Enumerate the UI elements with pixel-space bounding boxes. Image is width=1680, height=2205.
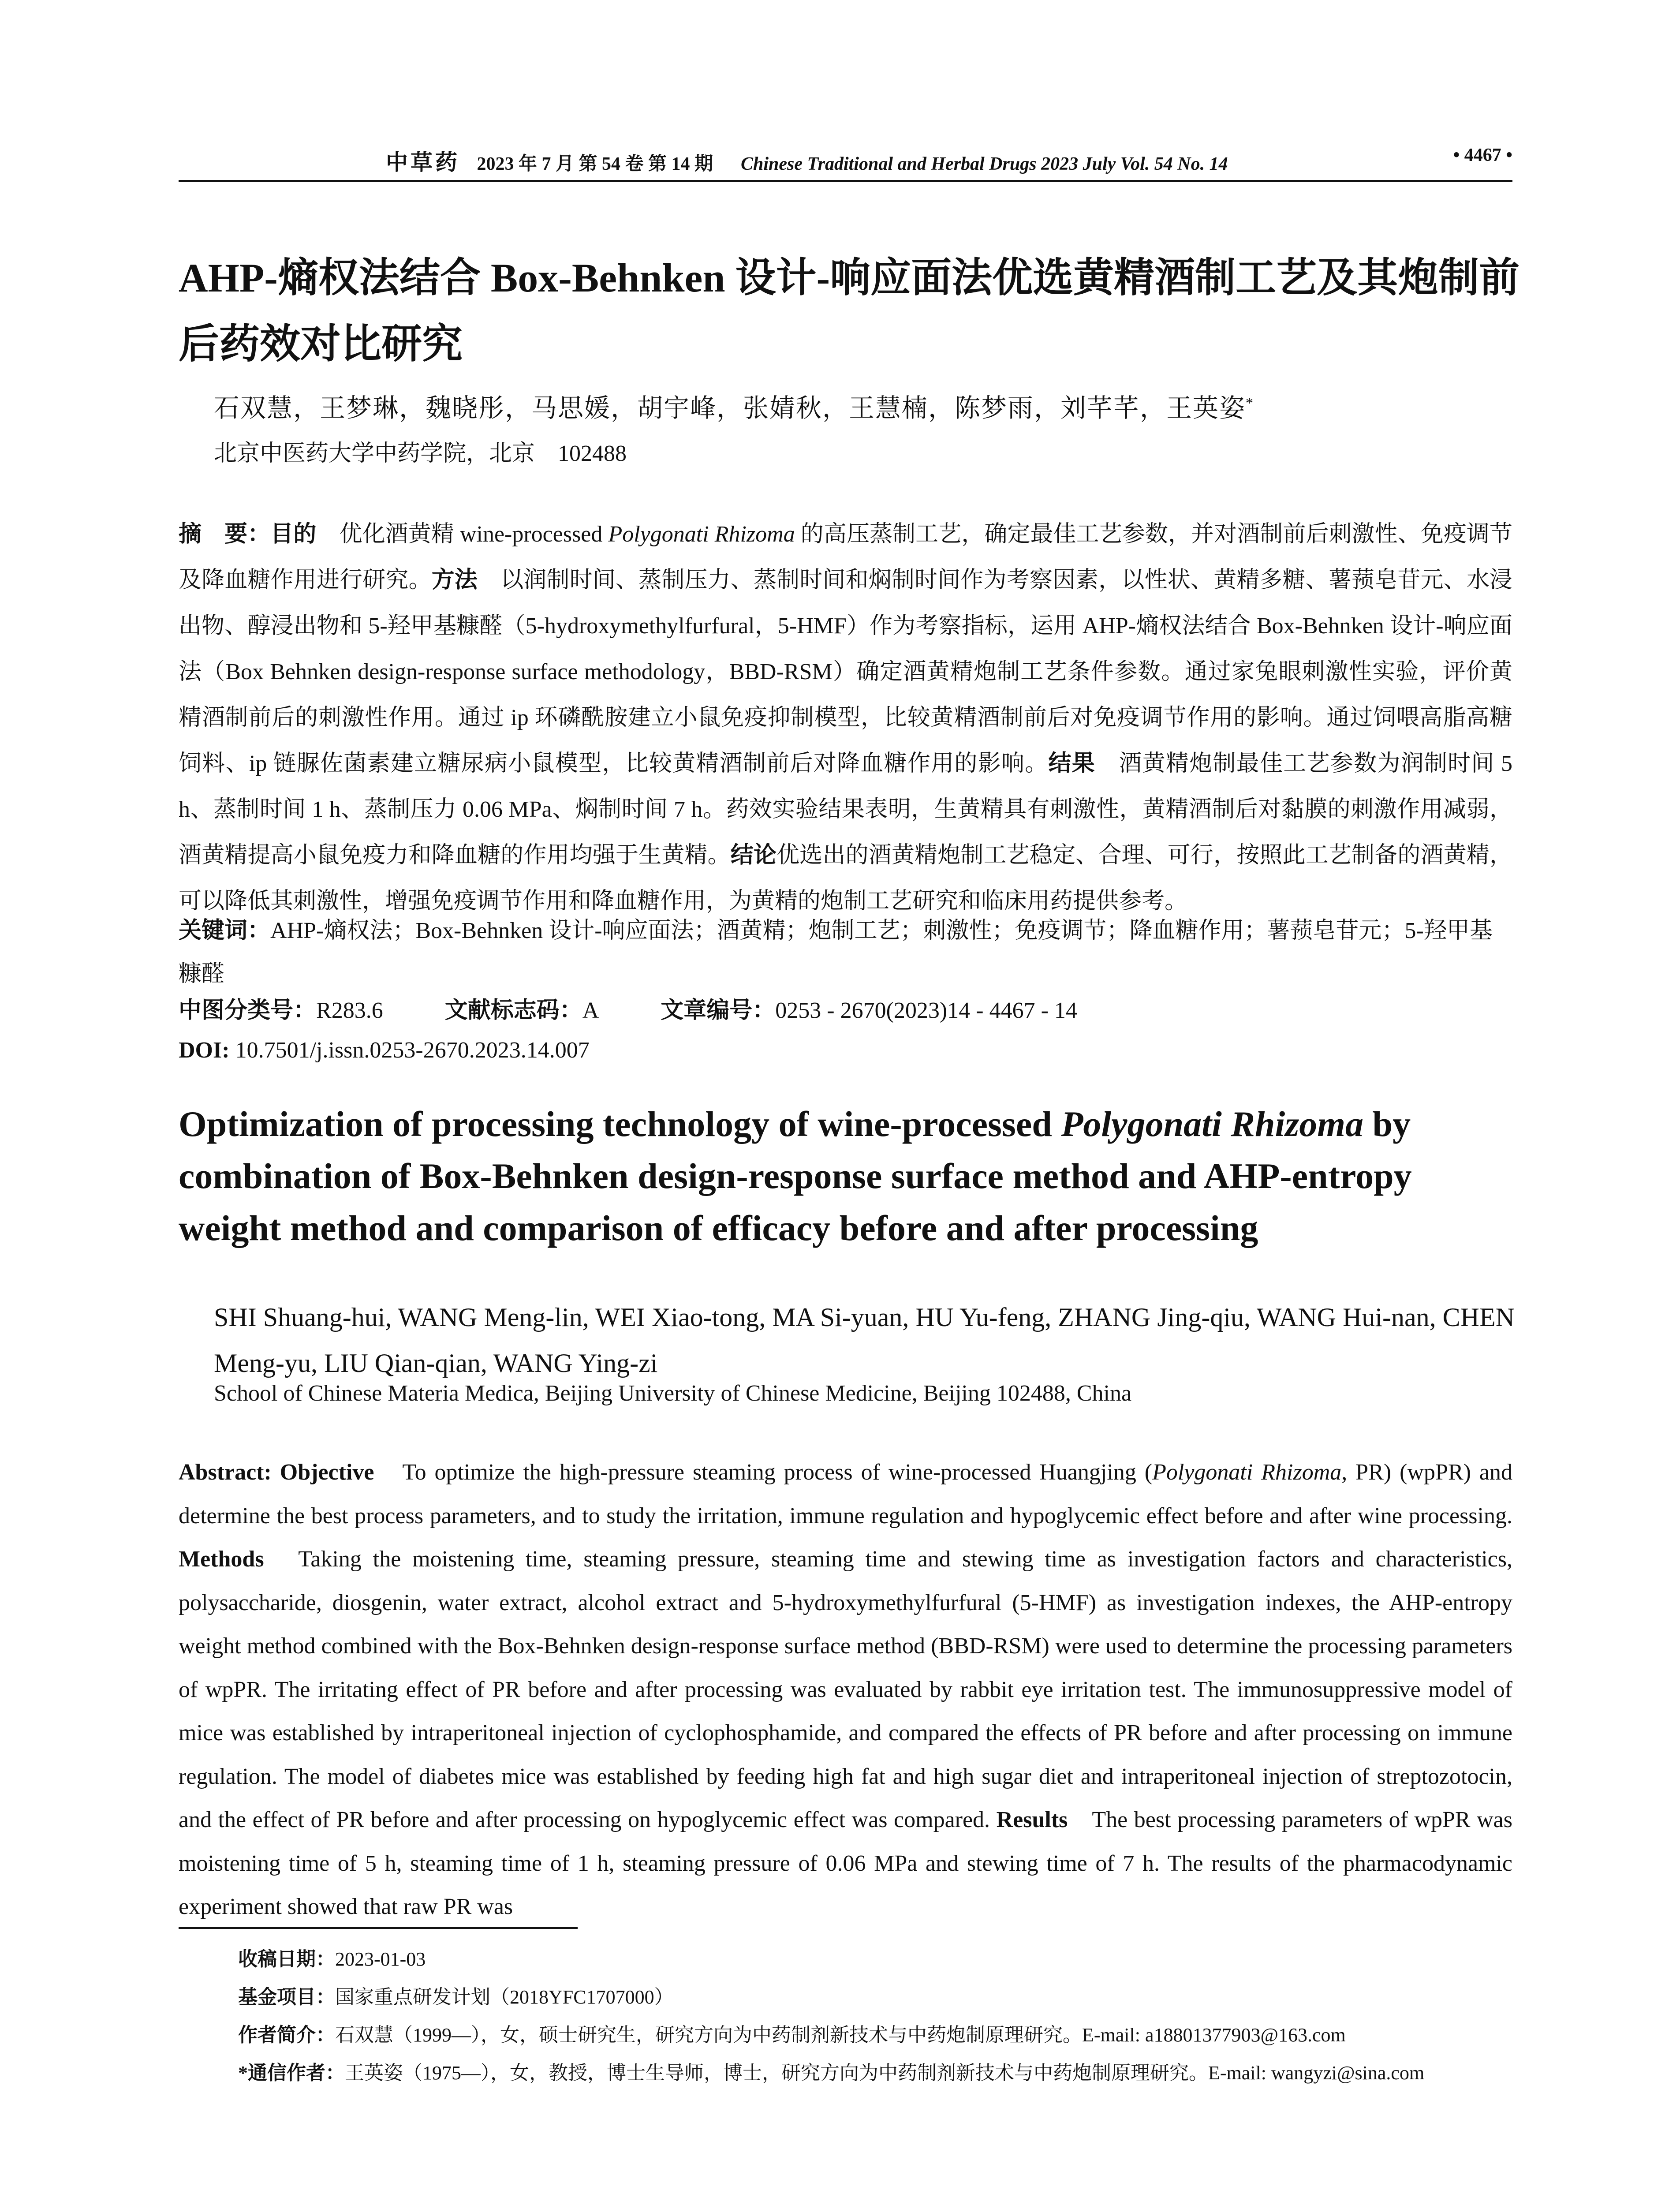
title-en-latin: Polygonati Rhizoma xyxy=(1061,1104,1364,1144)
running-header xyxy=(179,145,1512,182)
article-number-label: 文章编号： xyxy=(661,998,776,1023)
objective-latin-en: Polygonati Rhizoma xyxy=(1152,1460,1342,1485)
results-text-en: The best processing parameters of wpPR was moistening time of 5 h, steaming time of 1 h, steaming pressure of 0.06 MPa and stewing time of 7 h. The results of the pharmacodynamic experiment showed that raw PR was xyxy=(179,1807,1512,1919)
abstract-cn-label: 摘 要： xyxy=(179,522,271,547)
doc-code-label: 文献标志码： xyxy=(444,998,582,1023)
doi-row xyxy=(179,1029,1512,1072)
results-label-en: Results xyxy=(996,1807,1068,1832)
results-text-cn: 酒黄精炮制最佳工艺参数为润制时间 5 h、蒸制时间 1 h、蒸制压力 0.06 MPa、焖制时间 7 h。药效实验结果表明，生黄精具有刺激性，黄精酒制后对黏膜的刺激作用减弱，酒黄精提高小鼠免疫力和降血糖的作用均强于生黄精。 xyxy=(179,751,1512,868)
journal-logo: 中草药 xyxy=(386,150,460,175)
footnote-author xyxy=(238,2016,1517,2054)
title-en-part1: Optimization of processing technology of wine-processed xyxy=(179,1104,1061,1144)
conclusion-text-cn: 优选出的酒黄精炮制工艺稳定、合理、可行，按照此工艺制备的酒黄精，可以降低其刺激性，增强免疫调节作用和降血糖作用，为黄精的炮制工艺研究和临床用药提供参考。 xyxy=(179,843,1512,914)
conclusion-label-cn: 结论 xyxy=(730,843,777,868)
footnotes xyxy=(238,1940,1517,2092)
objective-label-cn: 目的 xyxy=(270,522,317,547)
issue-cn: 2023 年 7 月 第 54 卷 第 14 期 xyxy=(477,154,713,174)
clc-value: R283.6 xyxy=(316,998,383,1023)
fund-value: 国家重点研发计划（2018YFC1707000） xyxy=(335,1986,674,2008)
abstract-cn xyxy=(179,512,1512,924)
methods-text-en: Taking the moistening time, steaming pressure, steaming time and stewing time as investigation factors and characteristics, polysaccharide, diosgenin, water extract, alcohol extract and 5-hydroxymethylfurfural (5-HMF) as investigation indexes, the AHP-entropy weight method combined with the Box-Behnken design-response surface method (BBD-RSM) were used to determine the processing parameters of wpPR. The irritating effect of PR before and after processing was evaluated by rabbit eye irritation test. The immunosuppressive model of mice was established by intraperitoneal injection of cyclophosphamide, and compared the effects of PR before and after processing on immune regulation. The model of diabetes mice was established by feeding high fat and high sugar diet and intraperitoneal injection of streptozotocin, and the effect of PR before and after processing on hypoglycemic effect was compared. xyxy=(179,1547,1512,1832)
footnote-fund xyxy=(238,1978,1517,2016)
footnote-received xyxy=(238,1940,1517,1978)
doi-label: DOI: xyxy=(179,1038,230,1063)
abstract-en xyxy=(179,1451,1512,1929)
affiliation-cn: 北京中医药大学中药学院，北京 102488 xyxy=(214,441,627,466)
article-number-value: 0253 - 2670(2023)14 - 4467 - 14 xyxy=(775,998,1077,1023)
methods-label-en: Methods xyxy=(179,1547,264,1572)
doi-value: 10.7501/j.issn.0253-2670.2023.14.007 xyxy=(235,1038,590,1063)
affiliation-en: School of Chinese Materia Medica, Beijing University of Chinese Medicine, Beijing 102488, China xyxy=(214,1381,1132,1406)
keywords-cn xyxy=(179,909,1512,996)
fund-label: 基金项目： xyxy=(238,1986,335,2008)
received-value: 2023-01-03 xyxy=(335,1948,426,1970)
author-bio-label: 作者简介： xyxy=(238,2024,335,2046)
journal-issue-line xyxy=(386,145,1228,176)
received-label: 收稿日期： xyxy=(238,1948,335,1970)
methods-label-cn: 方法 xyxy=(431,568,478,593)
title-cn: AHP-熵权法结合 Box-Behnken 设计-响应面法优选黄精酒制工艺及其炮制前后药效对比研究 xyxy=(179,255,1520,366)
page-number: • 4467 • xyxy=(1453,145,1512,165)
authors-cn xyxy=(214,387,1254,424)
objective-text-cn-1: 优化酒黄精 wine-processed xyxy=(316,522,609,547)
footnote-corresponding xyxy=(238,2054,1517,2092)
title-en xyxy=(179,1098,1519,1254)
objective-latin-cn: Polygonati Rhizoma xyxy=(608,522,795,547)
objective-text-en-1: To optimize the high-pressure steaming process of wine-processed Huangjing ( xyxy=(374,1460,1153,1485)
authors-en: SHI Shuang-hui, WANG Meng-lin, WEI Xiao-tong, MA Si-yuan, HU Yu-feng, ZHANG Jing-qiu, WANG Hui-nan, CHEN Meng-yu, LIU Qian-qian, WANG Ying-zi xyxy=(214,1303,1515,1378)
keywords-cn-text: AHP-熵权法；Box-Behnken 设计-响应面法；酒黄精；炮制工艺；刺激性；免疫调节；降血糖作用；薯蓣皂苷元；5-羟甲基糠醛 xyxy=(179,918,1493,987)
corresponding-label: *通信作者： xyxy=(238,2062,345,2084)
author-bio-value: 石双慧（1999—），女，硕士研究生，研究方向为中药制剂新技术与中药炮制原理研究。E-mail: a18801377903@163.com xyxy=(335,2024,1346,2046)
corresponding-mark: * xyxy=(1246,395,1254,411)
corresponding-value: 王英姿（1975—），女，教授，博士生导师，博士，研究方向为中药制剂新技术与中药炮制原理研究。E-mail: wangyzi@sina.com xyxy=(345,2062,1425,2084)
classification-row xyxy=(179,989,1512,1032)
issue-en: Chinese Traditional and Herbal Drugs 2023 July Vol. 54 No. 14 xyxy=(741,154,1228,174)
methods-text-cn: 以润制时间、蒸制压力、蒸制时间和焖制时间作为考察因素，以性状、黄精多糖、薯蓣皂苷元、水浸出物、醇浸出物和 5-羟甲基糠醛（5-hydroxymethylfurfural，5-HMF）作为考察指标，运用 AHP-熵权法结合 Box-Behnken 设计-响应面法（Box Behnken design-response surface methodology，BBD-RSM）确定酒黄精炮制工艺条件参数。通过家兔眼刺激性实验，评价黄精酒制前后的刺激性作用。通过 ip 环磷酰胺建立小鼠免疫抑制模型，比较黄精酒制前后对免疫调节作用的影响。通过饲喂高脂高糖饲料、ip 链脲佐菌素建立糖尿病小鼠模型，比较黄精酒制前后对降血糖作用的影响。 xyxy=(179,568,1512,776)
title-en-part2: by combination of Box-Behnken design-response surface method and AHP-entropy weight method and comparison of efficacy before and after processing xyxy=(179,1104,1412,1248)
objective-text-en-2: , PR) (wpPR) and determine the best process parameters, and to study the irritation, immune regulation and hypoglycemic effect before and after wine processing. xyxy=(179,1460,1512,1529)
objective-text-cn-2: 的高压蒸制工艺，确定最佳工艺参数，并对酒制前后刺激性、免疫调节及降血糖作用进行研究。 xyxy=(179,522,1512,593)
authors-cn-names: 石双慧，王梦琳，魏晓彤，马思媛，胡宇峰，张婧秋，王慧楠，陈梦雨，刘芊芊，王英姿 xyxy=(214,394,1246,422)
doc-code-value: A xyxy=(582,998,599,1023)
keywords-cn-label: 关键词： xyxy=(179,918,271,943)
clc-label: 中图分类号： xyxy=(179,998,317,1023)
abstract-en-label: Abstract: Objective xyxy=(179,1460,374,1485)
results-label-cn: 结果 xyxy=(1048,751,1096,776)
footnote-divider xyxy=(179,1927,578,1929)
